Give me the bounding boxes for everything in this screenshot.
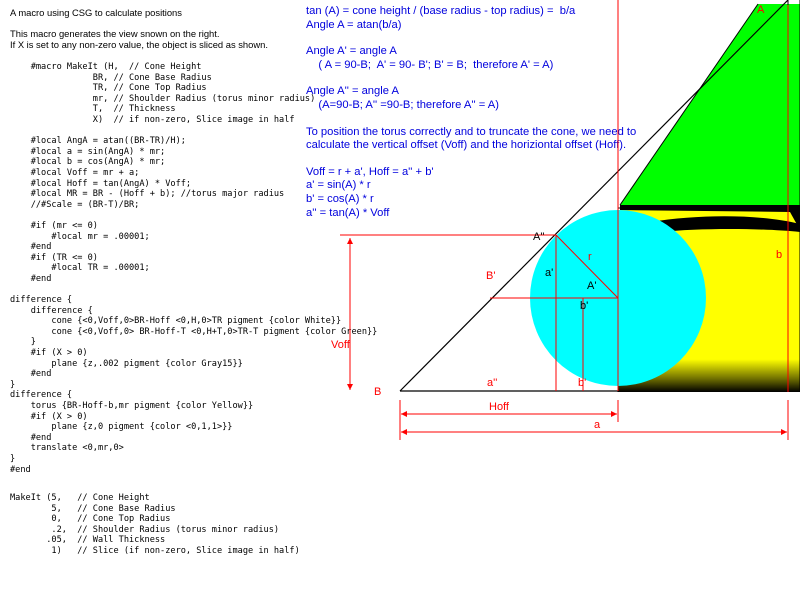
math-note-line: tan (A) = cone height / (base radius - top radius) = b/a — [306, 5, 576, 17]
intro-line: If X is set to any non-zero value, the object is sliced as shown. — [10, 39, 268, 51]
code-line: .2, // Shoulder Radius (torus minor radius) — [10, 524, 280, 535]
code-line: #local a = sin(AngA) * mr; — [10, 146, 166, 157]
code-line: #end — [10, 432, 52, 443]
code-line: 1) // Slice (if non-zero, Slice image in half) — [10, 545, 300, 556]
label-A: A — [757, 4, 765, 16]
code-line: #end — [10, 464, 31, 475]
code-line: #local Voff = mr + a; — [10, 167, 140, 178]
math-note-line: Angle A = atan(b/a) — [306, 18, 402, 31]
code-line: difference { — [10, 390, 73, 401]
math-note-line: To position the torus correctly and to truncate the cone, we need to — [306, 125, 637, 138]
label-B: B — [374, 386, 382, 398]
code-line: #local Hoff = tan(AngA) * Voff; — [10, 178, 192, 189]
label-b: b — [776, 249, 783, 261]
code-line: X) // if non-zero, Slice image in half — [10, 114, 295, 125]
code-line: 5, // Cone Base Radius — [10, 503, 176, 514]
code-line: #local mr = .00001; — [10, 231, 150, 242]
code-line: #local MR = BR - (Hoff + b); //torus major radius — [10, 189, 285, 200]
math-note-line: calculate the vertical offset (Voff) and the horiziontal offset (Hoff). — [306, 139, 627, 152]
intro-line: This macro generates the view snown on the right. — [10, 27, 220, 39]
code-line: } — [10, 337, 36, 348]
label-voff: Voff — [331, 339, 350, 351]
code-line: difference { — [10, 305, 93, 316]
code-line: .05, // Wall Thickness — [10, 535, 166, 546]
code-line: } — [10, 379, 16, 390]
code-line: #if (X > 0) — [10, 348, 88, 359]
code-line: cone {<0,Voff,0> BR-Hoff-T <0,H+T,0>TR-T pigment {color Green}} — [10, 326, 378, 337]
math-note-line: a'' = tan(A) * Voff — [306, 206, 390, 219]
code-line: #local TR = .00001; — [10, 263, 150, 274]
math-note-line: ( A = 90-B; A' = 90- B'; B' = B; therefore A' = A) — [306, 58, 554, 71]
label-B-prime: B' — [486, 270, 496, 282]
code-line: BR, // Cone Base Radius — [10, 72, 212, 83]
code-line: 0, // Cone Top Radius — [10, 514, 171, 525]
label-b-prime-bottom: b' — [578, 377, 587, 389]
code-line: } — [10, 453, 16, 464]
code-line: #if (X > 0) — [10, 411, 88, 422]
label-A-prime: A' — [587, 280, 597, 292]
code-line: #if (TR <= 0) — [10, 252, 98, 263]
math-note-line: Angle A'' = angle A — [306, 85, 399, 98]
code-line: #macro MakeIt (H, // Cone Height — [10, 62, 202, 72]
math-note-line: (A=90-B; A'' =90-B; therefore A'' = A) — [306, 98, 499, 111]
code-line: #end — [10, 242, 52, 253]
math-note-line: b' = cos(A) * r — [306, 192, 374, 205]
code-line: #end — [10, 369, 52, 380]
code-line: #local AngA = atan((BR-TR)/H); — [10, 136, 186, 147]
label-b-prime: b' — [580, 300, 589, 312]
code-line: mr, // Shoulder Radius (torus minor radius) — [10, 93, 316, 104]
code-line: translate <0,mr,0> — [10, 443, 124, 454]
label-hoff: Hoff — [489, 401, 509, 413]
code-line: difference { — [10, 295, 73, 306]
code-line: plane {z,.002 pigment {color Gray15}} — [10, 358, 243, 369]
code-line: //#Scale = (BR-T)/BR; — [10, 199, 140, 210]
label-r: r — [588, 251, 592, 263]
code-line: MakeIt (5, // Cone Height — [10, 493, 150, 503]
label-A-double-prime: A'' — [533, 231, 545, 243]
code-line: cone {<0,Voff,0>BR-Hoff <0,H,0>TR pigment {color White}} — [10, 316, 342, 327]
code-line: torus {BR-Hoff-b,mr pigment {color Yellow}} — [10, 401, 254, 411]
code-line: #end — [10, 273, 52, 284]
code-line: T, // Thickness — [10, 104, 176, 115]
label-a-double-prime: a'' — [487, 377, 498, 389]
math-note-line: a' = sin(A) * r — [306, 179, 371, 192]
code-line: #local b = cos(AngA) * mr; — [10, 157, 166, 168]
green-cone — [620, 4, 800, 205]
label-a: a — [594, 419, 601, 431]
code-line: TR, // Cone Top Radius — [10, 83, 207, 94]
label-a-prime: a' — [545, 267, 554, 279]
math-note-line: Angle A' = angle A — [306, 45, 397, 58]
math-note-line: Voff = r + a', Hoff = a'' + b' — [306, 165, 434, 178]
code-line: #if (mr <= 0) — [10, 220, 98, 231]
code-line: plane {z,0 pigment {color <0,1,1>}} — [10, 422, 233, 433]
intro-title: A macro using CSG to calculate positions — [10, 7, 182, 18]
